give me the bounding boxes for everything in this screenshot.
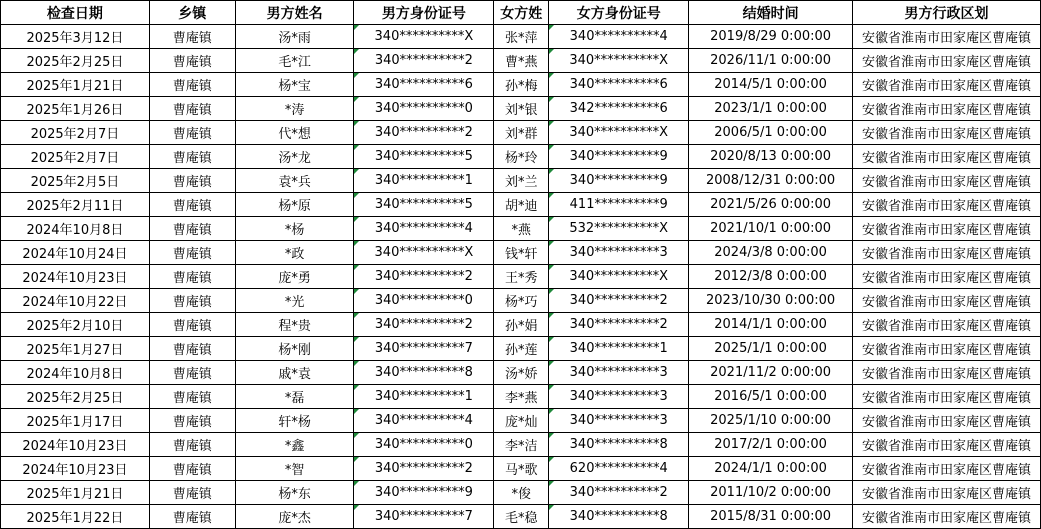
table-row: [1, 337, 1041, 361]
female-id-cell: 340**********2: [549, 289, 689, 313]
header-male-id: 男方身份证号: [354, 1, 494, 25]
marriage-time-cell: 2026/11/1 0:00:00: [689, 49, 853, 73]
female-id-cell: 340**********1: [549, 337, 689, 361]
marriage-time-cell: 2019/8/29 0:00:00: [689, 25, 853, 49]
check-date-cell: 2025年1月21日: [1, 73, 150, 97]
marriage-time-cell: 2021/11/2 0:00:00: [689, 361, 853, 385]
male-name-cell: 杨*宝: [235, 73, 354, 97]
male-id-cell: 340**********9: [354, 481, 494, 505]
check-date-cell: 2025年2月5日: [1, 169, 150, 193]
township-cell: 曹庵镇: [149, 121, 235, 145]
male-id-cell: 340**********7: [354, 505, 494, 529]
check-date-cell: 2025年2月10日: [1, 313, 150, 337]
male-name-cell: *涛: [235, 97, 354, 121]
male-id-cell: 340**********4: [354, 409, 494, 433]
table-row: [1, 313, 1041, 337]
check-date-cell: 2024年10月23日: [1, 265, 150, 289]
marriage-time-cell: 2023/10/30 0:00:00: [689, 289, 853, 313]
header-female-id: 女方身份证号: [549, 1, 689, 25]
male-region-cell: 安徽省淮南市田家庵区曹庵镇: [853, 169, 1041, 193]
female-name-cell: 曹*燕: [494, 49, 549, 73]
male-name-cell: 汤*雨: [235, 25, 354, 49]
table-row: [1, 193, 1041, 217]
marriage-time-cell: 2011/10/2 0:00:00: [689, 481, 853, 505]
marriage-time-cell: 2016/5/1 0:00:00: [689, 385, 853, 409]
female-id-cell: 340**********3: [549, 241, 689, 265]
female-name-cell: 孙*梅: [494, 73, 549, 97]
male-name-cell: 毛*江: [235, 49, 354, 73]
check-date-cell: 2024年10月22日: [1, 289, 150, 313]
female-id-cell: 340**********X: [549, 121, 689, 145]
female-id-cell: 340**********4: [549, 25, 689, 49]
check-date-cell: 2025年3月12日: [1, 25, 150, 49]
male-region-cell: 安徽省淮南市田家庵区曹庵镇: [853, 505, 1041, 529]
township-cell: 曹庵镇: [149, 433, 235, 457]
female-name-cell: 张*萍: [494, 25, 549, 49]
table-row: [1, 481, 1041, 505]
female-name-cell: 杨*玲: [494, 145, 549, 169]
female-id-cell: 411**********9: [549, 193, 689, 217]
township-cell: 曹庵镇: [149, 337, 235, 361]
female-name-cell: 刘*兰: [494, 169, 549, 193]
female-id-cell: 342**********6: [549, 97, 689, 121]
female-id-cell: 340**********2: [549, 313, 689, 337]
female-name-cell: *俊: [494, 481, 549, 505]
table-row: [1, 121, 1041, 145]
township-cell: 曹庵镇: [149, 457, 235, 481]
male-name-cell: 杨*东: [235, 481, 354, 505]
male-region-cell: 安徽省淮南市田家庵区曹庵镇: [853, 337, 1041, 361]
male-region-cell: 安徽省淮南市田家庵区曹庵镇: [853, 457, 1041, 481]
table-row: [1, 433, 1041, 457]
table-row: [1, 385, 1041, 409]
male-region-cell: 安徽省淮南市田家庵区曹庵镇: [853, 121, 1041, 145]
male-region-cell: 安徽省淮南市田家庵区曹庵镇: [853, 361, 1041, 385]
male-name-cell: 庞*勇: [235, 265, 354, 289]
male-id-cell: 340**********0: [354, 433, 494, 457]
male-region-cell: 安徽省淮南市田家庵区曹庵镇: [853, 265, 1041, 289]
male-name-cell: *智: [235, 457, 354, 481]
township-cell: 曹庵镇: [149, 265, 235, 289]
marriage-time-cell: 2024/1/1 0:00:00: [689, 457, 853, 481]
male-region-cell: 安徽省淮南市田家庵区曹庵镇: [853, 409, 1041, 433]
male-name-cell: 轩*杨: [235, 409, 354, 433]
table-row: [1, 241, 1041, 265]
male-region-cell: 安徽省淮南市田家庵区曹庵镇: [853, 49, 1041, 73]
female-id-cell: 340**********9: [549, 145, 689, 169]
male-name-cell: 程*贵: [235, 313, 354, 337]
female-id-cell: 340**********9: [549, 169, 689, 193]
female-name-cell: *燕: [494, 217, 549, 241]
male-id-cell: 340**********8: [354, 361, 494, 385]
township-cell: 曹庵镇: [149, 145, 235, 169]
female-name-cell: 李*洁: [494, 433, 549, 457]
male-id-cell: 340**********2: [354, 457, 494, 481]
township-cell: 曹庵镇: [149, 505, 235, 529]
male-region-cell: 安徽省淮南市田家庵区曹庵镇: [853, 25, 1041, 49]
township-cell: 曹庵镇: [149, 25, 235, 49]
female-name-cell: 杨*巧: [494, 289, 549, 313]
female-name-cell: 李*燕: [494, 385, 549, 409]
female-id-cell: 620**********4: [549, 457, 689, 481]
table-row: [1, 25, 1041, 49]
marriage-time-cell: 2025/1/1 0:00:00: [689, 337, 853, 361]
male-id-cell: 340**********1: [354, 169, 494, 193]
female-id-cell: 340**********3: [549, 361, 689, 385]
check-date-cell: 2025年2月7日: [1, 121, 150, 145]
male-id-cell: 340**********6: [354, 73, 494, 97]
female-id-cell: 340**********3: [549, 409, 689, 433]
marriage-time-cell: 2020/8/13 0:00:00: [689, 145, 853, 169]
male-region-cell: 安徽省淮南市田家庵区曹庵镇: [853, 385, 1041, 409]
female-name-cell: 刘*群: [494, 121, 549, 145]
male-region-cell: 安徽省淮南市田家庵区曹庵镇: [853, 217, 1041, 241]
marriage-time-cell: 2021/10/1 0:00:00: [689, 217, 853, 241]
marriage-time-cell: 2015/8/31 0:00:00: [689, 505, 853, 529]
township-cell: 曹庵镇: [149, 241, 235, 265]
male-name-cell: *杨: [235, 217, 354, 241]
male-region-cell: 安徽省淮南市田家庵区曹庵镇: [853, 97, 1041, 121]
township-cell: 曹庵镇: [149, 217, 235, 241]
male-id-cell: 340**********X: [354, 241, 494, 265]
township-cell: 曹庵镇: [149, 73, 235, 97]
male-region-cell: 安徽省淮南市田家庵区曹庵镇: [853, 289, 1041, 313]
township-cell: 曹庵镇: [149, 385, 235, 409]
male-name-cell: *光: [235, 289, 354, 313]
female-name-cell: 孙*娟: [494, 313, 549, 337]
header-male-region: 男方行政区划: [853, 1, 1041, 25]
table-row: [1, 73, 1041, 97]
check-date-cell: 2024年10月8日: [1, 361, 150, 385]
table-row: [1, 49, 1041, 73]
female-name-cell: 钱*轩: [494, 241, 549, 265]
table-row: [1, 169, 1041, 193]
table-row: [1, 265, 1041, 289]
township-cell: 曹庵镇: [149, 409, 235, 433]
male-name-cell: *鑫: [235, 433, 354, 457]
marriage-time-cell: 2008/12/31 0:00:00: [689, 169, 853, 193]
female-id-cell: 340**********3: [549, 385, 689, 409]
township-cell: 曹庵镇: [149, 193, 235, 217]
female-name-cell: 马*歌: [494, 457, 549, 481]
male-id-cell: 340**********2: [354, 121, 494, 145]
table-row: [1, 289, 1041, 313]
table-row: [1, 409, 1041, 433]
female-id-cell: 340**********X: [549, 265, 689, 289]
check-date-cell: 2024年10月24日: [1, 241, 150, 265]
header-row: [1, 1, 1041, 25]
male-name-cell: 袁*兵: [235, 169, 354, 193]
male-id-cell: 340**********2: [354, 49, 494, 73]
male-region-cell: 安徽省淮南市田家庵区曹庵镇: [853, 145, 1041, 169]
header-male-name: 男方姓名: [235, 1, 354, 25]
marriage-time-cell: 2024/3/8 0:00:00: [689, 241, 853, 265]
male-name-cell: 杨*原: [235, 193, 354, 217]
township-cell: 曹庵镇: [149, 97, 235, 121]
female-name-cell: 毛*稳: [494, 505, 549, 529]
male-name-cell: 杨*刚: [235, 337, 354, 361]
check-date-cell: 2024年10月23日: [1, 433, 150, 457]
male-region-cell: 安徽省淮南市田家庵区曹庵镇: [853, 241, 1041, 265]
male-id-cell: 340**********2: [354, 265, 494, 289]
male-region-cell: 安徽省淮南市田家庵区曹庵镇: [853, 73, 1041, 97]
male-region-cell: 安徽省淮南市田家庵区曹庵镇: [853, 193, 1041, 217]
header-marriage-time: 结婚时间: [689, 1, 853, 25]
male-id-cell: 340**********2: [354, 313, 494, 337]
check-date-cell: 2025年2月25日: [1, 385, 150, 409]
table-row: [1, 145, 1041, 169]
check-date-cell: 2024年10月23日: [1, 457, 150, 481]
table-row: [1, 361, 1041, 385]
township-cell: 曹庵镇: [149, 481, 235, 505]
marriage-time-cell: 2017/2/1 0:00:00: [689, 433, 853, 457]
male-id-cell: 340**********5: [354, 145, 494, 169]
female-id-cell: 340**********6: [549, 73, 689, 97]
male-id-cell: 340**********4: [354, 217, 494, 241]
male-name-cell: 代*想: [235, 121, 354, 145]
female-name-cell: 汤*娇: [494, 361, 549, 385]
marriage-time-cell: 2012/3/8 0:00:00: [689, 265, 853, 289]
female-id-cell: 340**********8: [549, 505, 689, 529]
female-id-cell: 340**********2: [549, 481, 689, 505]
header-female-name: 女方姓: [494, 1, 549, 25]
male-name-cell: *政: [235, 241, 354, 265]
check-date-cell: 2025年2月25日: [1, 49, 150, 73]
header-township: 乡镇: [149, 1, 235, 25]
male-name-cell: 汤*龙: [235, 145, 354, 169]
male-region-cell: 安徽省淮南市田家庵区曹庵镇: [853, 313, 1041, 337]
female-name-cell: 刘*银: [494, 97, 549, 121]
male-id-cell: 340**********7: [354, 337, 494, 361]
check-date-cell: 2025年1月22日: [1, 505, 150, 529]
marriage-time-cell: 2023/1/1 0:00:00: [689, 97, 853, 121]
female-name-cell: 庞*灿: [494, 409, 549, 433]
township-cell: 曹庵镇: [149, 49, 235, 73]
male-id-cell: 340**********0: [354, 289, 494, 313]
check-date-cell: 2025年1月21日: [1, 481, 150, 505]
female-id-cell: 340**********8: [549, 433, 689, 457]
check-date-cell: 2025年1月17日: [1, 409, 150, 433]
township-cell: 曹庵镇: [149, 313, 235, 337]
female-id-cell: 340**********X: [549, 49, 689, 73]
check-date-cell: 2025年2月7日: [1, 145, 150, 169]
female-id-cell: 532**********X: [549, 217, 689, 241]
male-region-cell: 安徽省淮南市田家庵区曹庵镇: [853, 481, 1041, 505]
male-id-cell: 340**********X: [354, 25, 494, 49]
male-id-cell: 340**********0: [354, 97, 494, 121]
marriage-time-cell: 2025/1/10 0:00:00: [689, 409, 853, 433]
township-cell: 曹庵镇: [149, 289, 235, 313]
marriage-time-cell: 2021/5/26 0:00:00: [689, 193, 853, 217]
marriage-time-cell: 2014/5/1 0:00:00: [689, 73, 853, 97]
table-row: [1, 457, 1041, 481]
township-cell: 曹庵镇: [149, 169, 235, 193]
check-date-cell: 2025年2月11日: [1, 193, 150, 217]
female-name-cell: 胡*迪: [494, 193, 549, 217]
table-row: [1, 217, 1041, 241]
marriage-time-cell: 2006/5/1 0:00:00: [689, 121, 853, 145]
check-date-cell: 2025年1月26日: [1, 97, 150, 121]
table-row: [1, 97, 1041, 121]
male-name-cell: 戚*袁: [235, 361, 354, 385]
female-name-cell: 王*秀: [494, 265, 549, 289]
marriage-time-cell: 2014/1/1 0:00:00: [689, 313, 853, 337]
male-id-cell: 340**********5: [354, 193, 494, 217]
table-row: [1, 505, 1041, 529]
header-check-date: 检查日期: [1, 1, 150, 25]
female-name-cell: 孙*莲: [494, 337, 549, 361]
male-name-cell: *磊: [235, 385, 354, 409]
township-cell: 曹庵镇: [149, 361, 235, 385]
male-id-cell: 340**********1: [354, 385, 494, 409]
check-date-cell: 2024年10月8日: [1, 217, 150, 241]
check-date-cell: 2025年1月27日: [1, 337, 150, 361]
male-region-cell: 安徽省淮南市田家庵区曹庵镇: [853, 433, 1041, 457]
male-name-cell: 庞*杰: [235, 505, 354, 529]
